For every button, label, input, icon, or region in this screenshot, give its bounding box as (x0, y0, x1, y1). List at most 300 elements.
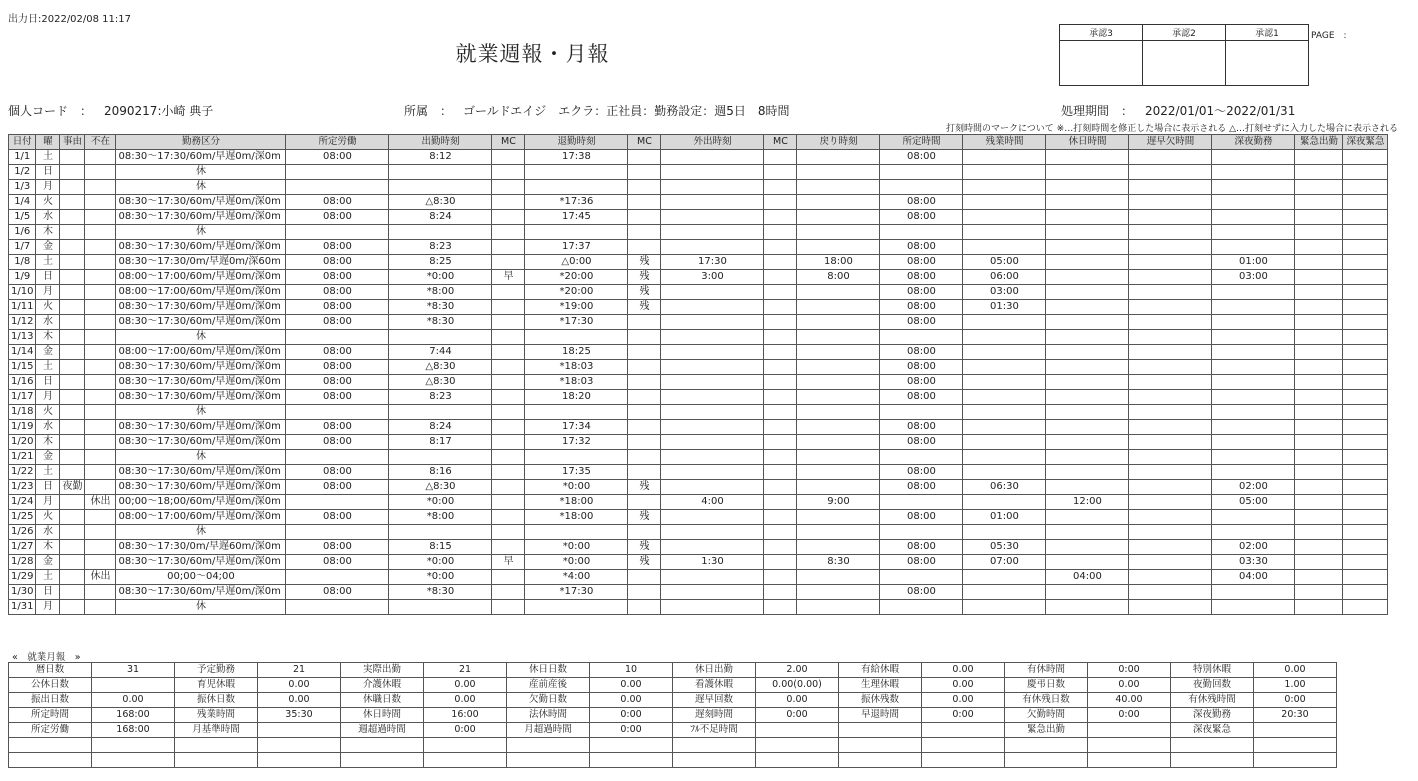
table-cell (1212, 195, 1295, 210)
table-cell (1212, 360, 1295, 375)
table-cell (661, 225, 764, 240)
table-cell: 08:30～17:30/60m/早遅0m/深0m (116, 195, 286, 210)
summary-row (9, 708, 1337, 723)
table-cell (963, 450, 1046, 465)
table-cell (1295, 195, 1343, 210)
table-cell (492, 165, 525, 180)
summary-value: 0:00 (590, 708, 673, 723)
table-cell (1046, 420, 1129, 435)
table-cell (764, 210, 797, 225)
table-cell: 8:23 (389, 390, 492, 405)
table-cell (1343, 390, 1388, 405)
summary-value: 0.00 (1088, 678, 1171, 693)
summary-label: 休職日数 (341, 693, 424, 708)
summary-value: 0:00 (1088, 663, 1171, 678)
table-cell: 1/9 (9, 270, 36, 285)
approval-2-label: 承認2 (1143, 25, 1226, 41)
table-cell (1129, 525, 1212, 540)
table-cell (963, 570, 1046, 585)
table-cell (628, 375, 661, 390)
summary-label: 特別休暇 (1171, 663, 1254, 678)
table-cell: 残 (628, 270, 661, 285)
table-cell (764, 570, 797, 585)
table-cell (963, 435, 1046, 450)
table-cell: 08:00 (286, 270, 389, 285)
table-cell (1129, 240, 1212, 255)
summary-label: 振休残数 (839, 693, 922, 708)
table-cell (492, 585, 525, 600)
table-cell: 休 (116, 180, 286, 195)
table-cell: 08:30～17:30/0m/早遅0m/深60m (116, 255, 286, 270)
summary-value: 0:00 (590, 723, 673, 738)
table-cell: 06:00 (963, 270, 1046, 285)
table-cell (85, 465, 116, 480)
table-cell (1295, 570, 1343, 585)
table-cell: 08:30～17:30/60m/早遅0m/深0m (116, 555, 286, 570)
summary-label (341, 738, 424, 753)
page-title: 就業週報・月報 (455, 42, 610, 66)
table-cell: 08:30～17:30/60m/早遅0m/深0m (116, 360, 286, 375)
summary-value: 0.00 (258, 678, 341, 693)
table-cell: 08:00 (286, 435, 389, 450)
summary-label: 深夜緊急 (1171, 723, 1254, 738)
table-row (9, 210, 1388, 225)
table-cell (60, 150, 85, 165)
table-cell (1343, 555, 1388, 570)
table-cell (628, 225, 661, 240)
table-cell (492, 315, 525, 330)
table-cell (1212, 420, 1295, 435)
table-cell: 月 (36, 390, 60, 405)
table-cell: 08:00 (286, 540, 389, 555)
table-cell: *20:00 (525, 285, 628, 300)
table-cell (525, 405, 628, 420)
table-cell (492, 450, 525, 465)
monthly-summary-table (8, 662, 1337, 768)
summary-value (258, 738, 341, 753)
table-cell (1129, 225, 1212, 240)
table-cell (389, 165, 492, 180)
table-cell (492, 390, 525, 405)
mark-note: 打刻時間のマークについて ※…打刻時間を修正した場合に表示される △…打刻せずに入力した場合に表示される (945, 124, 1398, 134)
table-cell (1295, 150, 1343, 165)
table-cell (661, 570, 764, 585)
summary-value: 0.00 (922, 663, 1005, 678)
table-cell (85, 225, 116, 240)
table-cell: 8:24 (389, 210, 492, 225)
table-cell: 4:00 (661, 495, 764, 510)
summary-label: 休日出勤 (673, 663, 756, 678)
table-cell (1343, 600, 1388, 615)
table-cell: 残 (628, 300, 661, 315)
summary-label (1005, 753, 1088, 768)
table-cell (764, 285, 797, 300)
table-cell: 08:00 (286, 315, 389, 330)
table-cell (963, 225, 1046, 240)
table-cell (1129, 405, 1212, 420)
table-cell (1295, 315, 1343, 330)
table-cell (1046, 150, 1129, 165)
table-cell (1212, 150, 1295, 165)
table-cell (797, 225, 880, 240)
table-cell: *17:30 (525, 315, 628, 330)
table-cell (1129, 540, 1212, 555)
table-cell: 1/22 (9, 465, 36, 480)
summary-value (92, 678, 175, 693)
table-cell (797, 420, 880, 435)
table-cell (1046, 600, 1129, 615)
table-cell (60, 555, 85, 570)
table-cell (963, 405, 1046, 420)
table-cell (764, 180, 797, 195)
table-cell (963, 600, 1046, 615)
table-cell (85, 150, 116, 165)
table-cell (1295, 225, 1343, 240)
table-cell (764, 345, 797, 360)
table-cell: 12:00 (1046, 495, 1129, 510)
table-cell (661, 600, 764, 615)
summary-value (424, 738, 507, 753)
table-cell (60, 465, 85, 480)
table-cell: △8:30 (389, 375, 492, 390)
table-cell (1046, 345, 1129, 360)
summary-label: 所定時間 (9, 708, 92, 723)
summary-value: 0.00(0.00) (756, 678, 839, 693)
table-cell: 08:00 (880, 420, 963, 435)
table-cell (1129, 195, 1212, 210)
table-cell: 08:00 (286, 390, 389, 405)
table-cell: 土 (36, 570, 60, 585)
table-cell (661, 585, 764, 600)
table-cell (764, 540, 797, 555)
table-cell: 1/5 (9, 210, 36, 225)
summary-label: 欠勤日数 (507, 693, 590, 708)
table-cell: 1/6 (9, 225, 36, 240)
table-cell: 水 (36, 315, 60, 330)
table-cell: 08:30～17:30/60m/早遅0m/深0m (116, 300, 286, 315)
column-header: 退勤時刻 (525, 135, 628, 150)
table-cell: 08:00～17:00/60m/早遅0m/深0m (116, 510, 286, 525)
table-cell (1129, 285, 1212, 300)
table-cell (1212, 510, 1295, 525)
table-cell (764, 165, 797, 180)
table-cell (492, 210, 525, 225)
table-cell: 木 (36, 435, 60, 450)
table-cell (1129, 420, 1212, 435)
table-cell: 08:00 (880, 345, 963, 360)
table-row (9, 315, 1388, 330)
column-header: 勤務区分 (116, 135, 286, 150)
summary-label: 休日日数 (507, 663, 590, 678)
table-cell: 08:00 (286, 150, 389, 165)
table-cell (1046, 210, 1129, 225)
table-cell (1046, 405, 1129, 420)
table-cell: 1/31 (9, 600, 36, 615)
summary-value: 0:00 (1088, 708, 1171, 723)
summary-label (9, 753, 92, 768)
table-cell (764, 225, 797, 240)
table-cell (1343, 435, 1388, 450)
summary-value (1254, 723, 1337, 738)
table-cell (797, 360, 880, 375)
table-cell (525, 330, 628, 345)
table-cell: 08:00 (880, 210, 963, 225)
table-cell (963, 390, 1046, 405)
table-cell (661, 435, 764, 450)
table-cell: *8:30 (389, 585, 492, 600)
summary-value (756, 723, 839, 738)
table-cell: 早 (492, 270, 525, 285)
table-cell: 1/23 (9, 480, 36, 495)
summary-value (1088, 738, 1171, 753)
summary-value: 0.00 (424, 693, 507, 708)
table-cell (85, 480, 116, 495)
table-cell (628, 330, 661, 345)
table-cell (1295, 600, 1343, 615)
table-cell (1343, 225, 1388, 240)
table-cell: 火 (36, 300, 60, 315)
table-cell: 残 (628, 555, 661, 570)
table-cell (764, 450, 797, 465)
table-cell (1046, 585, 1129, 600)
table-cell: 月 (36, 495, 60, 510)
table-cell (1343, 255, 1388, 270)
table-cell (1343, 375, 1388, 390)
table-cell (525, 450, 628, 465)
table-cell (60, 270, 85, 285)
monthly-summary-title: « 就業月報 » (12, 652, 81, 663)
summary-row (9, 663, 1337, 678)
table-cell (880, 495, 963, 510)
table-cell (797, 510, 880, 525)
table-cell: 08:00 (286, 375, 389, 390)
table-cell: 08:00 (286, 240, 389, 255)
table-cell: 04:00 (1046, 570, 1129, 585)
table-cell (1295, 270, 1343, 285)
table-cell (85, 300, 116, 315)
table-cell (1129, 495, 1212, 510)
table-cell (1343, 210, 1388, 225)
table-cell (492, 255, 525, 270)
table-cell (389, 405, 492, 420)
table-cell (389, 180, 492, 195)
table-cell (661, 210, 764, 225)
table-cell (60, 510, 85, 525)
table-cell (797, 180, 880, 195)
table-cell (797, 465, 880, 480)
table-cell (1295, 450, 1343, 465)
table-cell: 日 (36, 585, 60, 600)
summary-value (1088, 723, 1171, 738)
summary-value (590, 753, 673, 768)
summary-value (922, 753, 1005, 768)
table-cell (1212, 165, 1295, 180)
table-row (9, 555, 1388, 570)
table-cell (60, 345, 85, 360)
summary-value: 0:00 (756, 708, 839, 723)
table-cell (60, 330, 85, 345)
table-cell (1046, 270, 1129, 285)
table-cell (628, 210, 661, 225)
table-cell (764, 270, 797, 285)
table-cell (85, 285, 116, 300)
table-cell (1295, 180, 1343, 195)
table-cell (492, 300, 525, 315)
table-cell (1343, 240, 1388, 255)
column-header: MC (492, 135, 525, 150)
summary-label (839, 753, 922, 768)
table-cell (1046, 525, 1129, 540)
summary-value: 21 (424, 663, 507, 678)
table-cell (1343, 570, 1388, 585)
summary-label: 深夜勤務 (1171, 708, 1254, 723)
table-cell: 08:00 (880, 195, 963, 210)
table-cell (764, 465, 797, 480)
table-cell: 8:16 (389, 465, 492, 480)
table-cell (60, 255, 85, 270)
table-row (9, 180, 1388, 195)
column-header: 深夜緊急 (1343, 135, 1388, 150)
table-cell (1129, 315, 1212, 330)
table-row (9, 345, 1388, 360)
table-cell (963, 210, 1046, 225)
table-cell (1343, 285, 1388, 300)
summary-value: 10 (590, 663, 673, 678)
table-cell (764, 390, 797, 405)
table-cell: 08:00 (286, 255, 389, 270)
table-cell: 早 (492, 555, 525, 570)
table-cell (60, 600, 85, 615)
summary-value: 0.00 (258, 693, 341, 708)
table-cell: 1/2 (9, 165, 36, 180)
table-cell (880, 225, 963, 240)
table-cell: *18:00 (525, 510, 628, 525)
table-cell (661, 345, 764, 360)
table-cell (60, 375, 85, 390)
table-cell: *20:00 (525, 270, 628, 285)
table-cell (1046, 555, 1129, 570)
summary-value: 21 (258, 663, 341, 678)
table-cell (1046, 435, 1129, 450)
table-cell (1212, 285, 1295, 300)
summary-label (1171, 738, 1254, 753)
summary-label: 産前産後 (507, 678, 590, 693)
table-cell (880, 165, 963, 180)
summary-value: 168:00 (92, 723, 175, 738)
table-cell (661, 150, 764, 165)
table-cell (60, 300, 85, 315)
column-header: 所定時間 (880, 135, 963, 150)
table-cell (797, 540, 880, 555)
table-cell (764, 300, 797, 315)
table-cell (60, 165, 85, 180)
table-cell (1129, 600, 1212, 615)
table-cell: 1/30 (9, 585, 36, 600)
table-cell (60, 195, 85, 210)
table-body (9, 150, 1388, 615)
table-cell (963, 420, 1046, 435)
table-cell (286, 525, 389, 540)
table-cell (1129, 150, 1212, 165)
summary-label (507, 738, 590, 753)
summary-label: 看護休暇 (673, 678, 756, 693)
summary-label (1171, 753, 1254, 768)
table-cell: 土 (36, 150, 60, 165)
summary-label: 夜勤回数 (1171, 678, 1254, 693)
table-cell: 金 (36, 555, 60, 570)
table-cell (628, 465, 661, 480)
table-row (9, 435, 1388, 450)
table-cell (1129, 165, 1212, 180)
table-cell (1046, 375, 1129, 390)
table-cell (286, 495, 389, 510)
employee-name: 2090217:小崎 典子 (104, 104, 214, 118)
table-cell (1046, 450, 1129, 465)
table-cell: 休 (116, 600, 286, 615)
table-cell (1129, 585, 1212, 600)
table-cell: 日 (36, 270, 60, 285)
table-cell: 08:00 (286, 285, 389, 300)
table-cell (1295, 420, 1343, 435)
table-cell: 08:30～17:30/0m/早遅60m/深0m (116, 540, 286, 555)
column-header: 日付 (9, 135, 36, 150)
table-cell: 17:45 (525, 210, 628, 225)
table-cell (963, 315, 1046, 330)
summary-label: 月基準時間 (175, 723, 258, 738)
table-cell: 08:30～17:30/60m/早遅0m/深0m (116, 240, 286, 255)
summary-label (9, 738, 92, 753)
summary-value: 0.00 (590, 678, 673, 693)
table-cell: 17:32 (525, 435, 628, 450)
summary-value: 0.00 (756, 693, 839, 708)
table-cell (85, 390, 116, 405)
table-cell: 3:00 (661, 270, 764, 285)
table-cell: 8:23 (389, 240, 492, 255)
table-cell (1212, 300, 1295, 315)
table-cell (880, 600, 963, 615)
table-cell (661, 300, 764, 315)
column-header: 深夜勤務 (1212, 135, 1295, 150)
table-cell (492, 150, 525, 165)
table-cell (764, 255, 797, 270)
summary-label: 緊急出勤 (1005, 723, 1088, 738)
table-cell (628, 240, 661, 255)
table-cell: 月 (36, 180, 60, 195)
table-cell (764, 495, 797, 510)
table-cell: 残 (628, 480, 661, 495)
table-cell (764, 405, 797, 420)
table-cell (880, 330, 963, 345)
table-cell (1046, 255, 1129, 270)
summary-value (590, 738, 673, 753)
table-cell (963, 375, 1046, 390)
summary-value (424, 753, 507, 768)
table-cell: 8:17 (389, 435, 492, 450)
table-cell (661, 525, 764, 540)
table-row (9, 480, 1388, 495)
table-cell: 木 (36, 225, 60, 240)
table-cell (764, 480, 797, 495)
summary-label: 振出日数 (9, 693, 92, 708)
table-cell (1129, 555, 1212, 570)
table-cell (85, 450, 116, 465)
table-row (9, 495, 1388, 510)
table-cell (661, 180, 764, 195)
table-cell: 08:30～17:30/60m/早遅0m/深0m (116, 210, 286, 225)
table-cell (60, 405, 85, 420)
table-cell: 1/1 (9, 150, 36, 165)
summary-row (9, 738, 1337, 753)
